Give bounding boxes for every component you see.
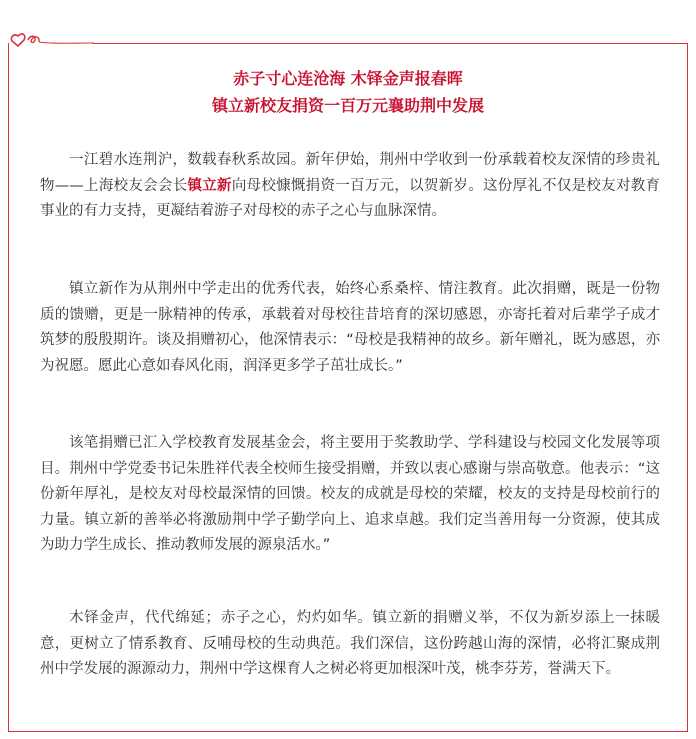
donor-name-highlight: 镇立新	[187, 177, 232, 194]
paragraph-1	[40, 148, 660, 225]
paragraph-1-text-after: 向母校慷慨捐资一百万元，以贺新岁。这份厚礼不仅是校友对教育事业的有力支持，更凝结着游子对母校的赤子之心与血脉深情。	[40, 177, 661, 219]
paragraph-1-text-before: 一江碧水连荆沪，数载春秋系故园。新年伊始，荆州中学收到一份承载着校友深情的珍贵礼物——上海校友会会长	[40, 152, 660, 194]
paragraph-4: 木铎金声，代代绵延；赤子之心，灼灼如华。镇立新的捐赠义举，不仅为新岁添上一抹暖意，更树立了情系教育、反哺母校的生动典范。我们深信，这份跨越山海的深情，必将汇聚成荆州中学发展的源源动力，荆州中学这棵育人之树必将更加根深叶茂，桃李芬芳，誉满天下。	[40, 610, 660, 677]
headline-line-1: 赤子寸心连沧海 木铎金声报春晖	[233, 69, 463, 88]
headline-line-2: 镇立新校友捐资一百万元襄助荆中发展	[211, 96, 484, 115]
paragraph-2: 镇立新作为从荆州中学走出的优秀代表，始终心系桑梓、情注教育。此次捐赠，既是一份物质的馈赠，更是一脉精神的传承，承载着对母校往昔培育的深切感恩，亦寄托着对后辈学子成才筑梦的殷殷期许。谈及捐赠初心，他深情表示：“母校是我精神的故乡。新年赠礼，既为感恩，亦为祝愿。愿此心意如春风化雨，润泽更多学子茁壮成长。”	[40, 281, 660, 374]
paragraph-3: 该笔捐赠已汇入学校教育发展基金会，将主要用于奖教助学、学科建设与校园文化发展等项目。荆州中学党委书记朱胜祥代表全校师生接受捐赠，并致以衷心感谢与崇高敬意。他表示：“这份新年厚礼，是校友对母校最深情的回馈。校友的成就是母校的荣耀，校友的支持是母校前行的力量。镇立新的善举必将激励荆中学子勤学向上、追求卓越。我们定当善用每一分资源，使其成为助力学生成长、推动教师发展的源泉活水。”	[40, 435, 660, 553]
